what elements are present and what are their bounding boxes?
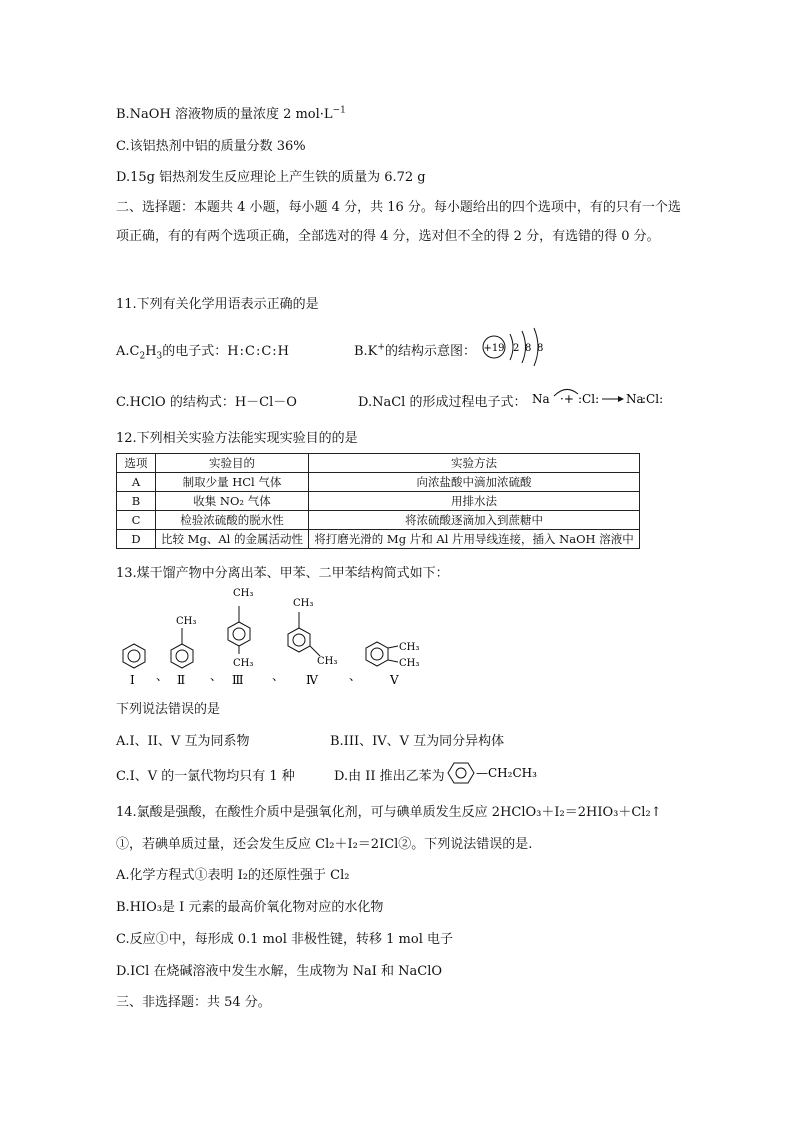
q13-question: 下列说法错误的是 [116, 702, 221, 717]
table-row: A 制取少量 HCl 气体 向浓盐酸中滴加浓硫酸 [117, 473, 640, 492]
table-header-row [117, 454, 640, 473]
ethylbenzene-diagram [444, 760, 574, 786]
q14-option-c: C.反应①中，每形成 0.1 mol 非极性键，转移 1 mol 电子 [116, 932, 453, 947]
svg-text:CH₃: CH₃ [399, 642, 420, 653]
shell-count-3: 8 [537, 343, 544, 354]
section2-heading: 二、选择题：本题共 4 小题，每小题 4 分，共 16 分。每小题给出的四个选项中，有的只有一个选项正确，有的有两个选项正确，全部选对的得 4 分，选对但不全的得 2 分，有选错的得 0 分。 [116, 200, 681, 244]
q11-option-c: C.HClO 的结构式：H－Cl－O [116, 395, 297, 410]
q12-stem: 12.下列相关实验方法能实现实验目的的是 [116, 431, 358, 446]
svg-text:Ⅱ: Ⅱ [177, 673, 186, 687]
q11-option-b: B.K+的结构示意图： [354, 342, 476, 359]
q14-option-a: A.化学方程式①表明 I₂的还原性强于 Cl₂ [116, 868, 350, 883]
cl-right: :Cl: [642, 392, 664, 406]
structure-i-benzene [123, 644, 145, 687]
cl-left: :Cl: [578, 392, 600, 406]
nacl-formation-diagram [530, 384, 664, 412]
svg-text:CH₃: CH₃ [293, 598, 314, 609]
q11-option-a: $A.C_2H_3$的电子式：H:C:C:H [116, 344, 291, 362]
svg-text:CH₃: CH₃ [233, 588, 254, 599]
electron-formula: H:C:C:H [227, 344, 291, 359]
shell-count-1: 2 [513, 343, 520, 354]
svg-text:CH₃: CH₃ [317, 656, 338, 667]
svg-text:Ⅲ: Ⅲ [232, 673, 244, 687]
shell-count-2: 8 [525, 343, 532, 354]
svg-text:、: 、 [272, 669, 285, 683]
q13-option-c: C.I、V 的一氯代物均只有 1 种 [116, 769, 295, 784]
q13-stem: 13.煤干馏产物中分离出苯、甲苯、二甲苯结构简式如下： [116, 566, 449, 581]
section3-heading: 三、非选择题：共 54 分。 [116, 995, 271, 1010]
table-row: D 比较 Mg、Al 的金属活动性 将打磨光滑的 Mg 片和 Al 片用导线连接，插入 NaOH 溶液中 [117, 530, 640, 549]
svg-text:CH₃: CH₃ [176, 616, 197, 627]
table-row: B 收集 NO₂ 气体 用排水法 [117, 492, 640, 511]
q14-option-d: D.ICl 在烧碱溶液中发生水解，生成物为 NaI 和 NaClO [116, 964, 443, 979]
q11-option-d: D.NaCl 的形成过程电子式： [358, 395, 527, 410]
structure-ii-toluene [171, 616, 196, 687]
q13-option-d: D.由 II 推出乙苯为 [334, 769, 445, 784]
structure-v-o-xylene [366, 642, 419, 687]
svg-text:CH₃: CH₃ [233, 658, 254, 669]
q13-option-b: B.III、IV、V 互为同分异构体 [330, 734, 505, 749]
q14-option-b: B.HIO₃是 I 元素的最高价氧化物对应的水化物 [116, 900, 384, 915]
q11-stem: 11.下列有关化学用语表示正确的是 [116, 297, 319, 312]
header-purpose: 实验目的 [156, 454, 309, 473]
header-option: 选项 [117, 454, 156, 473]
nucleus-charge: +19 [483, 343, 505, 354]
structure-iii-p-xylene [228, 588, 253, 687]
q12-table [116, 453, 640, 549]
q10-option-c: C.该铝热剂中铝的质量分数 36% [116, 139, 306, 154]
q14-line1: 14.氯酸是强酸，在酸性介质中是强氧化剂，可与碘单质发生反应 2HClO₃＋I₂＝2HIO₃＋Cl₂↑ [116, 805, 662, 820]
svg-text:Ⅳ: Ⅳ [306, 673, 318, 687]
svg-text:、: 、 [349, 669, 362, 683]
svg-text:Ⅴ: Ⅴ [390, 673, 399, 687]
k-ion-structure-diagram [480, 326, 550, 368]
header-method: 实验方法 [309, 454, 640, 473]
svg-text:·+: ·+ [560, 392, 574, 406]
q10-option-d: D.15g 铝热剂发生反应理论上产生铁的质量为 6.72 g [116, 170, 426, 185]
table-row: C 检验浓硫酸的脱水性 将浓硫酸逐滴加入到蔗糖中 [117, 511, 640, 530]
svg-text:CH₃: CH₃ [399, 658, 420, 669]
svg-text:、: 、 [210, 669, 223, 683]
svg-text:、: 、 [156, 669, 169, 683]
svg-text:Ⅰ: Ⅰ [130, 673, 135, 687]
benzene-structures [112, 582, 442, 688]
structure-iv-m-xylene [288, 598, 337, 687]
q10-option-b: B.NaOH 溶液物质的量浓度 2 $mol\cdot L^{-1}$ [116, 105, 346, 122]
q14-line2: ①，若碘单质过量，还会发生反应 Cl₂＋I₂＝2ICl②。下列说法错误的是. [116, 837, 533, 852]
na-left: Na [532, 392, 550, 406]
na-right: Na [626, 392, 644, 406]
ethyl-group: —CH₂CH₃ [476, 766, 537, 780]
q13-option-a: A.I、II、V 互为同系物 [116, 734, 250, 749]
